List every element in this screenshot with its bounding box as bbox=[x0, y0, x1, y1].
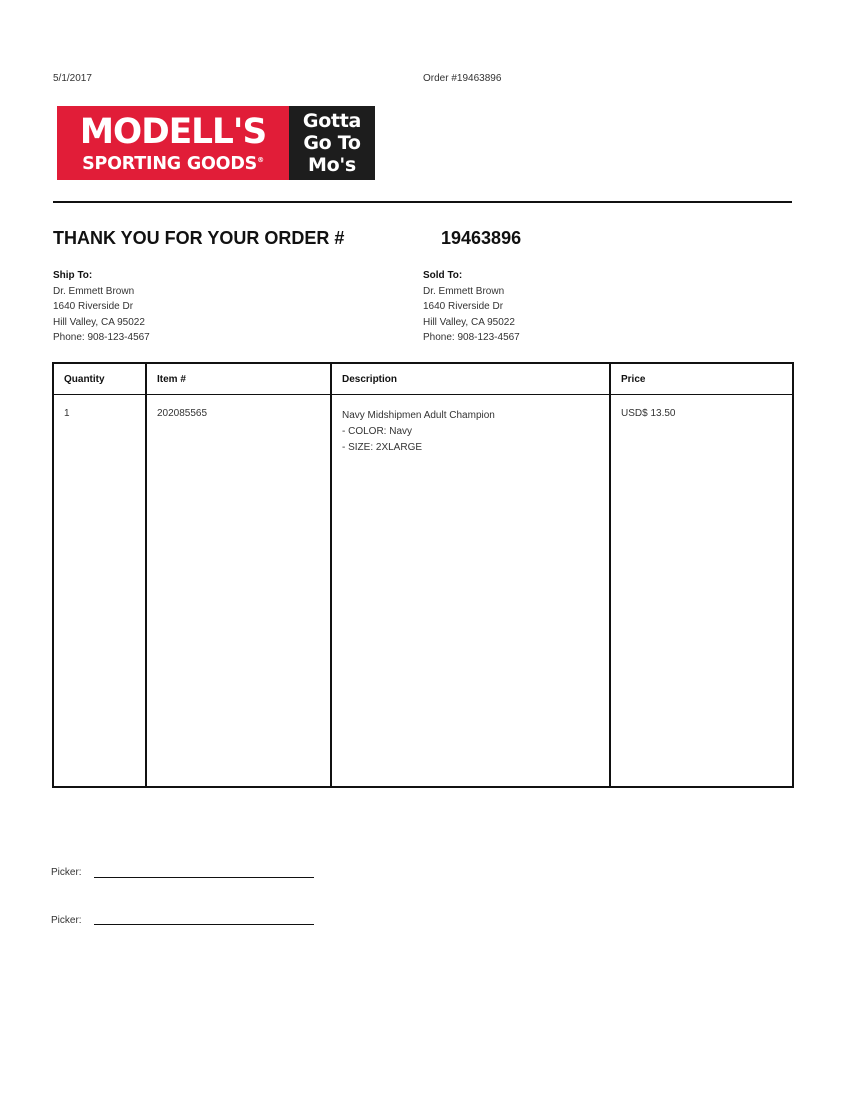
ship-to-name: Dr. Emmett Brown bbox=[53, 285, 135, 297]
thank-you-heading: THANK YOU FOR YOUR ORDER # bbox=[53, 228, 345, 248]
order-date: 5/1/2017 bbox=[53, 73, 92, 84]
picker-label: Picker: bbox=[51, 867, 82, 878]
logo-sub-label: SPORTING GOODS bbox=[82, 153, 258, 174]
logo-brand-block bbox=[57, 106, 289, 180]
logo-tagline-line: Mo's bbox=[308, 154, 356, 176]
ship-to-phone: Phone: 908-123-4567 bbox=[53, 332, 150, 343]
ship-to-block bbox=[53, 268, 150, 346]
cell-item-number: 202085565 bbox=[146, 395, 331, 788]
order-reference: Order #19463896 bbox=[423, 73, 502, 84]
cell-price: USD$ 13.50 bbox=[610, 395, 793, 788]
description-color: - COLOR: Navy bbox=[342, 426, 413, 437]
logo-tagline-block bbox=[289, 106, 375, 180]
table-header-row bbox=[53, 363, 793, 395]
sold-to-block bbox=[423, 268, 520, 346]
header-item-number: Item # bbox=[146, 363, 331, 395]
trademark-mark: ® bbox=[257, 155, 264, 164]
logo-tagline-line: Gotta bbox=[302, 110, 362, 132]
picker-signature-line[interactable] bbox=[94, 877, 314, 878]
logo-tagline-line: Go To bbox=[303, 132, 361, 154]
modells-logo bbox=[57, 106, 375, 180]
order-number: 19463896 bbox=[441, 228, 522, 248]
description-size: - SIZE: 2XLARGE bbox=[342, 442, 423, 453]
sold-to-city: Hill Valley, CA 95022 bbox=[423, 316, 515, 328]
picker-label: Picker: bbox=[51, 915, 82, 926]
cell-description bbox=[331, 395, 610, 788]
ship-to-label: Ship To: bbox=[53, 270, 93, 281]
picker-signature-line[interactable] bbox=[94, 924, 314, 925]
ship-to-city: Hill Valley, CA 95022 bbox=[53, 316, 145, 328]
header-description: Description bbox=[331, 363, 610, 395]
description-product: Navy Midshipmen Adult Champion bbox=[342, 410, 495, 421]
logo-main-text: MODELL'S bbox=[79, 111, 267, 152]
sold-to-phone: Phone: 908-123-4567 bbox=[423, 332, 520, 343]
header-price: Price bbox=[610, 363, 793, 395]
cell-quantity: 1 bbox=[53, 395, 146, 788]
sold-to-label: Sold To: bbox=[423, 270, 463, 281]
table-row bbox=[53, 395, 793, 788]
order-items-table bbox=[52, 362, 794, 788]
sold-to-name: Dr. Emmett Brown bbox=[423, 285, 505, 297]
header-divider bbox=[53, 201, 792, 203]
logo-sub-text bbox=[82, 150, 264, 174]
ship-to-street: 1640 Riverside Dr bbox=[53, 301, 134, 312]
sold-to-street: 1640 Riverside Dr bbox=[423, 301, 504, 312]
header-quantity: Quantity bbox=[53, 363, 146, 395]
